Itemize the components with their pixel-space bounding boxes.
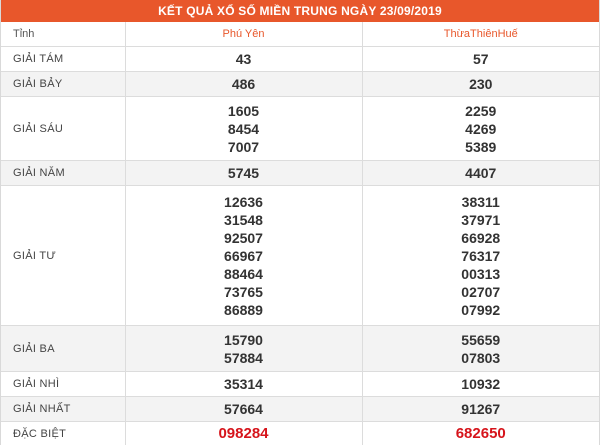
prize-number: 00313 [461, 265, 501, 282]
column-header-province-1[interactable]: Phú Yên [125, 22, 362, 47]
prize-number: 31548 [224, 211, 263, 228]
prize-number: 91267 [461, 401, 501, 417]
prize-numbers-province-2 [362, 97, 599, 161]
prize-numbers-province-1 [125, 372, 362, 397]
prize-number: 230 [469, 76, 493, 92]
special-prize-number: 682650 [455, 425, 506, 442]
special-prize-province-2 [362, 422, 599, 445]
prize-number: 2259 [465, 102, 497, 119]
column-header-province-2[interactable]: ThừaThiênHuế [362, 22, 599, 47]
prize-number: 66928 [461, 229, 501, 246]
prize-number: 38311 [461, 193, 500, 210]
prize-number: 55659 [461, 331, 501, 348]
prize-label: GIẢI NĂM [1, 161, 125, 186]
prize-number: 76317 [461, 247, 501, 264]
prize-label: GIẢI SÁU [1, 97, 125, 161]
column-header-tinh: Tỉnh [1, 22, 125, 47]
prize-row-giai-nam [1, 161, 599, 186]
prize-number: 02707 [461, 283, 501, 300]
prize-row-giai-sau [1, 97, 599, 161]
results-title: KẾT QUẢ XỔ SỐ MIỀN TRUNG NGÀY 23/09/2019 [1, 0, 599, 22]
prize-label: GIẢI BA [1, 326, 125, 372]
prize-numbers-province-1 [125, 186, 362, 326]
prize-label: GIẢI TÁM [1, 47, 125, 72]
prize-row-giai-bay [1, 72, 599, 97]
prize-numbers-province-2 [362, 161, 599, 186]
prize-number: 10932 [461, 376, 501, 392]
prize-numbers-province-2 [362, 72, 599, 97]
prize-label: GIẢI BẢY [1, 72, 125, 97]
prize-label: GIẢI TƯ [1, 186, 125, 326]
prize-number: 15790 [224, 331, 263, 348]
table-header-row [1, 22, 599, 47]
prize-numbers-province-1 [125, 97, 362, 161]
prize-numbers-province-2 [362, 47, 599, 72]
prize-numbers-province-1 [125, 47, 362, 72]
prize-number: 86889 [224, 301, 263, 318]
prize-label: GIẢI NHÌ [1, 372, 125, 397]
prize-row-giai-tam [1, 47, 599, 72]
prize-number: 8454 [227, 120, 260, 137]
prize-number: 486 [231, 76, 256, 92]
prize-number: 73765 [224, 283, 263, 300]
prize-number: 4269 [465, 120, 497, 137]
prize-numbers-province-2 [362, 372, 599, 397]
prize-numbers-province-1 [125, 72, 362, 97]
prize-row-dac-biet [1, 422, 599, 445]
prize-number: 88464 [224, 265, 263, 282]
prize-numbers-province-2 [362, 397, 599, 422]
prize-numbers-province-1 [125, 326, 362, 372]
prize-row-giai-ba [1, 326, 599, 372]
special-prize-province-1 [125, 422, 362, 445]
prize-label: GIẢI NHẤT [1, 397, 125, 422]
prize-row-giai-nhi [1, 372, 599, 397]
prize-number: 4407 [465, 165, 497, 181]
prize-number: 57 [472, 51, 489, 67]
prize-numbers-province-2 [362, 326, 599, 372]
prize-number: 37971 [461, 211, 501, 228]
prize-numbers-province-1 [125, 161, 362, 186]
prize-number: 5745 [227, 165, 260, 181]
prize-number: 07803 [461, 349, 501, 366]
prize-row-giai-nhat [1, 397, 599, 422]
prize-row-giai-tu [1, 186, 599, 326]
prize-label: ĐẶC BIỆT [1, 422, 125, 445]
prize-number: 7007 [227, 138, 260, 155]
prize-number: 57664 [224, 401, 263, 417]
prize-number: 5389 [465, 138, 497, 155]
prize-number: 07992 [461, 301, 501, 318]
prize-number: 12636 [224, 193, 263, 210]
prize-number: 92507 [224, 229, 263, 246]
prize-numbers-province-2 [362, 186, 599, 326]
prize-number: 66967 [224, 247, 263, 264]
prize-number: 57884 [224, 349, 263, 366]
results-table [1, 22, 599, 445]
prize-number: 43 [235, 51, 252, 67]
prize-number: 35314 [224, 376, 263, 392]
special-prize-number: 098284 [218, 425, 269, 442]
prize-number: 1605 [227, 102, 260, 119]
prize-numbers-province-1 [125, 397, 362, 422]
